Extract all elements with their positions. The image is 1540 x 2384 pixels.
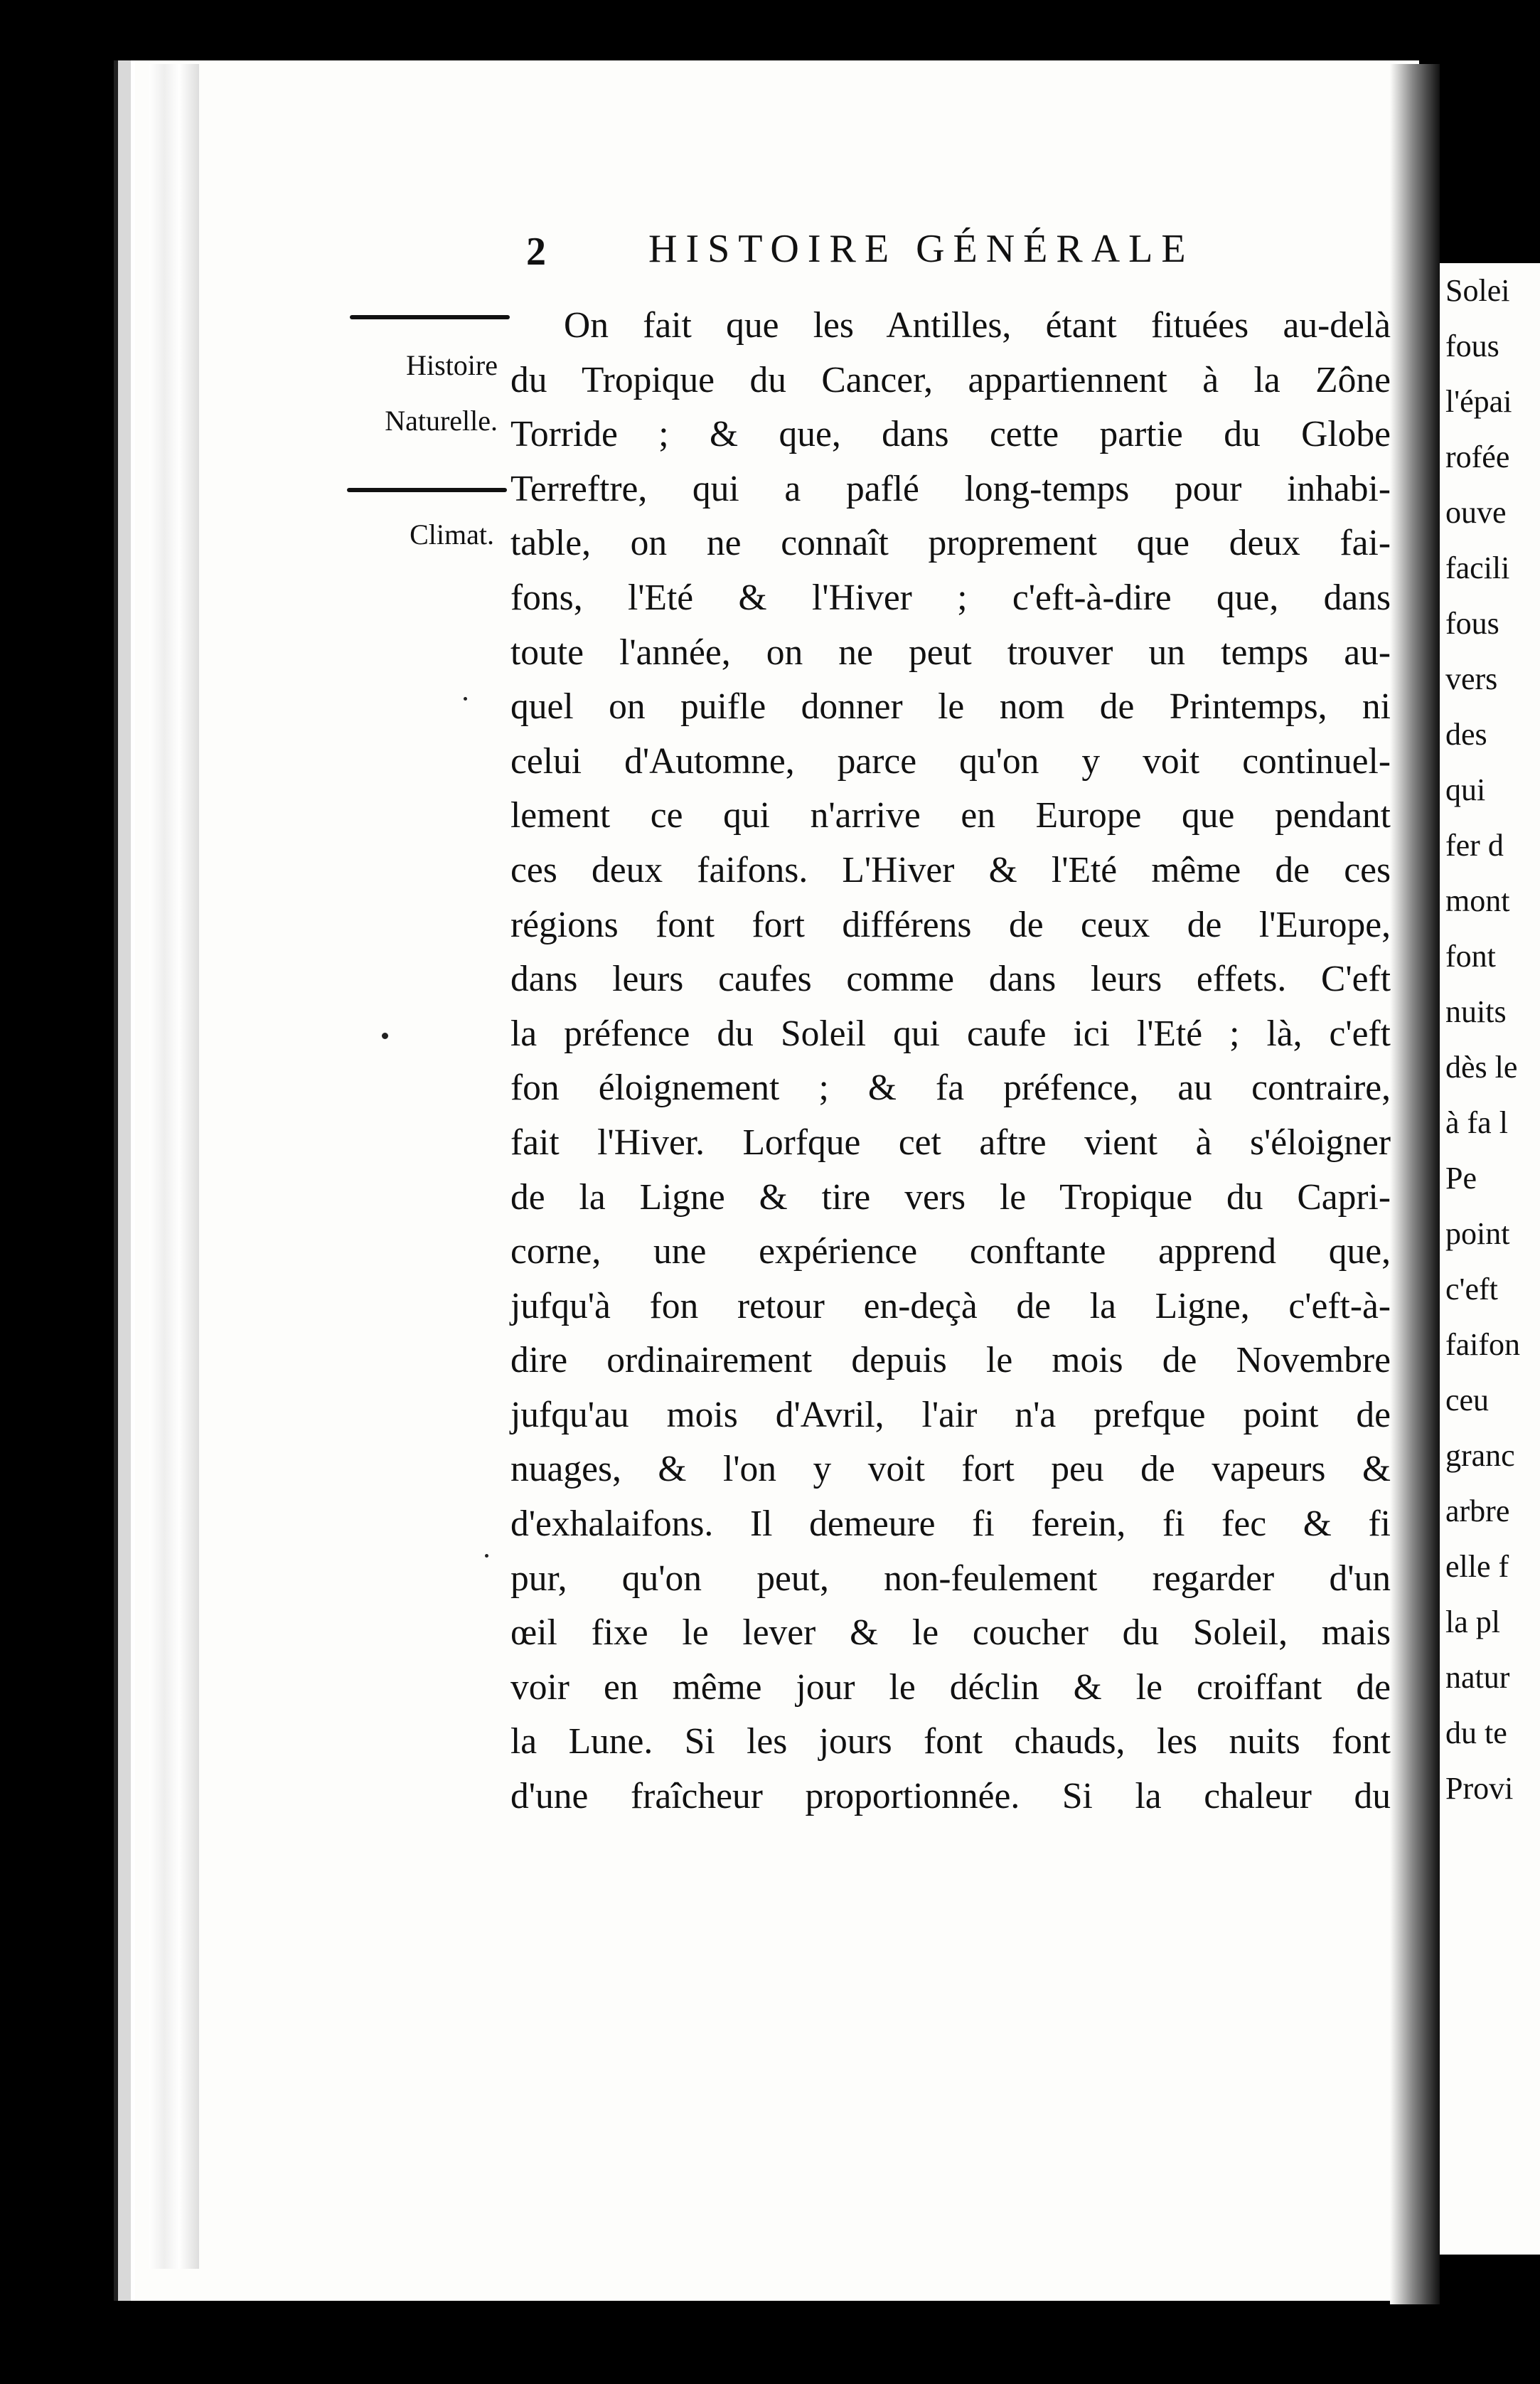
margin-note-histoire: Histoire	[406, 349, 498, 381]
facing-page-line: natur	[1445, 1660, 1510, 1695]
body-line: œil fixe le lever & le coucher du Soleil, mais	[510, 1612, 1391, 1654]
body-line: d'une fraîcheur proportionnée. Si la chaleur du	[510, 1776, 1391, 1817]
facing-page-line: dès le	[1445, 1050, 1518, 1085]
facing-page-line: à fa l	[1445, 1105, 1508, 1140]
body-line: de la Ligne & tire vers le Tropique du Capri-	[510, 1176, 1391, 1218]
facing-page-line: Pe	[1445, 1161, 1477, 1196]
body-line: celui d'Automne, parce qu'on y voit continuel-	[510, 740, 1391, 782]
facing-page-line: facili	[1445, 550, 1510, 585]
facing-page-line: point	[1445, 1216, 1510, 1251]
body-line: ces deux faifons. L'Hiver & l'Eté même de ces	[510, 849, 1391, 890]
body-line: jufqu'à fon retour en-deçà de la Ligne, c'eft-à-	[510, 1285, 1391, 1326]
facing-page-line: ceu	[1445, 1383, 1490, 1417]
body-line: pur, qu'on peut, non-feulement regarder d'un	[510, 1558, 1391, 1599]
facing-page-line: font	[1445, 939, 1496, 974]
scan-speck	[382, 1033, 388, 1039]
facing-page-line: mont	[1445, 883, 1510, 918]
facing-page-line: fous	[1445, 606, 1499, 641]
body-line: nuages, & l'on y voit fort peu de vapeurs &	[510, 1449, 1391, 1490]
body-line: fons, l'Eté & l'Hiver ; c'eft-à-dire que, dans	[510, 577, 1391, 618]
facing-page-line: du te	[1445, 1715, 1507, 1750]
body-line: voir en même jour le déclin & le croiffant de	[510, 1666, 1391, 1708]
facing-page-line: la pl	[1445, 1605, 1500, 1639]
body-line: la préfence du Soleil qui caufe ici l'Eté ; là, c'eft	[510, 1013, 1391, 1054]
facing-page-line: fer d	[1445, 828, 1504, 863]
facing-page-line: c'eft	[1445, 1272, 1498, 1307]
facing-page-line: arbre	[1445, 1494, 1510, 1528]
page-binding-edge	[149, 64, 199, 2269]
body-line: jufqu'au mois d'Avril, l'air n'a prefque point de	[510, 1394, 1391, 1435]
facing-page-line: qui	[1445, 772, 1486, 807]
facing-page-line: l'épai	[1445, 384, 1512, 419]
body-line: Torride ; & que, dans cette partie du Globe	[510, 414, 1391, 455]
facing-page-line: vers	[1445, 661, 1498, 696]
body-line: fon éloignement ; & fa préfence, au contraire,	[510, 1068, 1391, 1109]
facing-page-line: granc	[1445, 1438, 1515, 1473]
facing-page-line: Solei	[1445, 273, 1510, 308]
margin-note-naturelle: Naturelle.	[385, 405, 498, 437]
scan-speck	[464, 697, 467, 701]
page-number: 2	[526, 230, 546, 274]
body-line: du Tropique du Cancer, appartiennent à la Zône	[510, 359, 1391, 400]
body-text	[510, 299, 1391, 1824]
facing-page-line: elle f	[1445, 1549, 1509, 1584]
body-line: régions font fort différens de ceux de l'Europe,	[510, 904, 1391, 945]
facing-page-fragment	[1440, 263, 1540, 2255]
body-line: fait l'Hiver. Lorfque cet aftre vient à s'éloigner	[510, 1122, 1391, 1163]
body-line: dans leurs caufes comme dans leurs effets. C'eft	[510, 959, 1391, 1000]
body-line: la Lune. Si les jours font chauds, les nuits font	[510, 1721, 1391, 1762]
margin-note-climat: Climat.	[410, 518, 494, 550]
body-line: dire ordinairement depuis le mois de Novembre	[510, 1340, 1391, 1381]
margin-rule-top	[350, 315, 510, 319]
facing-page-line: faifon	[1445, 1327, 1521, 1362]
facing-page-line: des	[1445, 717, 1487, 752]
gutter-shadow	[1390, 64, 1440, 2304]
body-line: On fait que les Antilles, étant fituées au-delà	[564, 305, 1391, 346]
body-line: corne, une expérience conftante apprend que,	[510, 1231, 1391, 1272]
facing-page-line: ouve	[1445, 495, 1507, 530]
facing-page-line: Provi	[1445, 1771, 1514, 1806]
body-line: table, on ne connaît proprement que deux fai-	[510, 523, 1391, 564]
scan-speck	[485, 1554, 488, 1558]
running-title: HISTOIRE GÉNÉRALE	[648, 227, 1194, 271]
body-line: d'exhalaifons. Il demeure fi ferein, fi fec & fi	[510, 1504, 1391, 1545]
body-line: Terreftre, qui a paflé long-temps pour inhabi-	[510, 468, 1391, 509]
body-line: lement ce qui n'arrive en Europe que pendant	[510, 795, 1391, 836]
facing-page-line: fous	[1445, 329, 1499, 363]
facing-page-line: rofée	[1445, 440, 1510, 474]
body-line: quel on puifle donner le nom de Printemps, ni	[510, 686, 1391, 728]
body-line: toute l'année, on ne peut trouver un temps au-	[510, 632, 1391, 673]
facing-page-line: nuits	[1445, 994, 1507, 1029]
margin-rule-bottom	[347, 488, 507, 492]
